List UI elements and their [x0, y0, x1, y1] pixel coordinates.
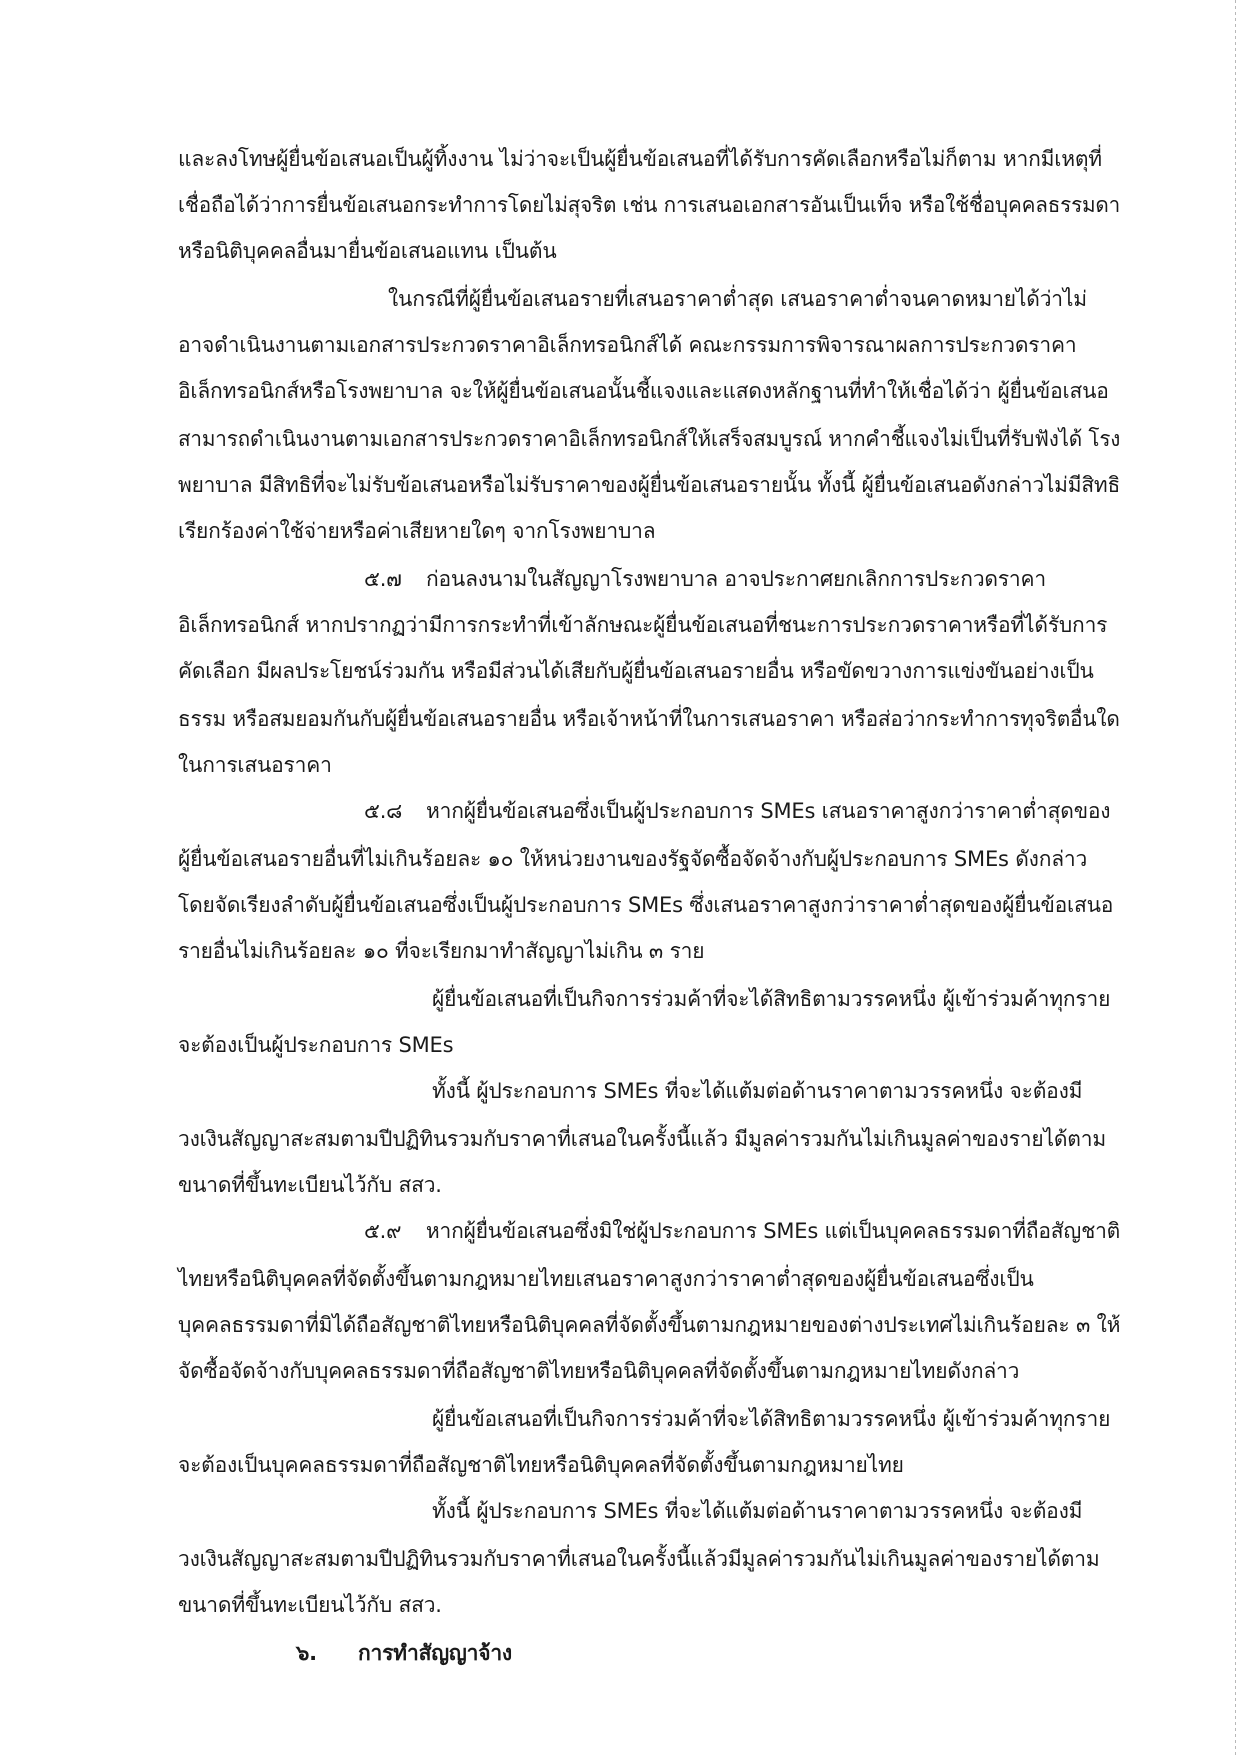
paragraph-line: เรียกร้องค่าใช้จ่ายหรือค่าเสียหายใดๆ จากโรงพยาบาล — [178, 519, 656, 543]
paragraph-line: บุคคลธรรมดาที่มิได้ถือสัญชาติไทยหรือนิติบุคคลที่จัดตั้งขึ้นตามกฎหมายของต่างประเทศไม่เกินร้อยละ ๓ ให้ — [178, 1313, 1121, 1337]
paragraph-line: ผู้ยื่นข้อเสนอรายอื่นที่ไม่เกินร้อยละ ๑๐ ให้หน่วยงานของรัฐจัดซื้อจัดจ้างกับผู้ประกอบการ SMEs ดังกล่าว — [178, 847, 1088, 871]
paragraph-line: อิเล็กทรอนิกส์หรือโรงพยาบาล จะให้ผู้ยื่นข้อเสนอนั้นชี้แจงและแสดงหลักฐานที่ทำให้เชื่อได้ว่า ผู้ยื่นข้อเสนอ — [178, 379, 1109, 403]
paragraph-line: ทั้งนี้ ผู้ประกอบการ SMEs ที่จะได้แต้มต่อด้านราคาตามวรรคหนึ่ง จะต้องมี — [432, 1079, 1083, 1103]
paragraph-line: ผู้ยื่นข้อเสนอที่เป็นกิจการร่วมค้าที่จะได้สิทธิตามวรรคหนึ่ง ผู้เข้าร่วมค้าทุกราย — [432, 987, 1111, 1011]
paragraph-line: ในกรณีที่ผู้ยื่นข้อเสนอรายที่เสนอราคาต่ำสุด เสนอราคาต่ำจนคาดหมายได้ว่าไม่ — [388, 287, 1087, 311]
heading-number: ๖. — [296, 1641, 317, 1665]
paragraph-line: จะต้องเป็นผู้ประกอบการ SMEs — [178, 1033, 454, 1057]
section-5-8-line — [364, 797, 1110, 825]
paragraph-line: ทั้งนี้ ผู้ประกอบการ SMEs ที่จะได้แต้มต่อด้านราคาตามวรรคหนึ่ง จะต้องมี — [432, 1499, 1083, 1523]
paragraph-line: ผู้ยื่นข้อเสนอที่เป็นกิจการร่วมค้าที่จะได้สิทธิตามวรรคหนึ่ง ผู้เข้าร่วมค้าทุกราย — [432, 1407, 1111, 1431]
section-5-9-line — [364, 1217, 1120, 1245]
section-number: ๕.๗ — [364, 567, 402, 591]
section-5-7-line — [364, 565, 1046, 593]
paragraph-line: เชื่อถือได้ว่าการยื่นข้อเสนอกระทำการโดยไม่สุจริต เช่น การเสนอเอกสารอันเป็นเท็จ หรือใช้ชื่อบุคคลธรรมดา — [178, 193, 1121, 217]
paragraph-line: และลงโทษผู้ยื่นข้อเสนอเป็นผู้ทิ้งงาน ไม่ว่าจะเป็นผู้ยื่นข้อเสนอที่ได้รับการคัดเลือกหรือไม่ก็ตาม หากมีเหตุที่ — [178, 147, 1102, 171]
paragraph-line: สามารถดำเนินงานตามเอกสารประกวดราคาอิเล็กทรอนิกส์ให้เสร็จสมบูรณ์ หากคำชี้แจงไม่เป็นที่รับฟังได้ โรง — [178, 427, 1121, 451]
paragraph-text: ก่อนลงนามในสัญญาโรงพยาบาล อาจประกาศยกเลิกการประกวดราคา — [426, 567, 1046, 591]
paragraph-line: วงเงินสัญญาสะสมตามปีปฏิทินรวมกับราคาที่เสนอในครั้งนี้แล้วมีมูลค่ารวมกันไม่เกินมูลค่าของรายได้ตาม — [178, 1547, 1100, 1571]
section-heading — [296, 1639, 512, 1667]
paragraph-line: อาจดำเนินงานตามเอกสารประกวดราคาอิเล็กทรอนิกส์ได้ คณะกรรมการพิจารณาผลการประกวดราคา — [178, 333, 1077, 357]
paragraph-line: อิเล็กทรอนิกส์ หากปรากฏว่ามีการกระทำที่เข้าลักษณะผู้ยื่นข้อเสนอที่ชนะการประกวดราคาหรือที่ได้รับการ — [178, 613, 1108, 637]
paragraph-line: ธรรม หรือสมยอมกันกับผู้ยื่นข้อเสนอรายอื่น หรือเจ้าหน้าที่ในการเสนอราคา หรือส่อว่ากระทำการทุจริตอื่นใด — [178, 707, 1120, 731]
section-number: ๕.๘ — [364, 799, 403, 823]
paragraph-line: ขนาดที่ขึ้นทะเบียนไว้กับ สสว. — [178, 1173, 442, 1197]
paragraph-line: โดยจัดเรียงลำดับผู้ยื่นข้อเสนอซึ่งเป็นผู้ประกอบการ SMEs ซึ่งเสนอราคาสูงกว่าราคาต่ำสุดของผู้ยื่นข้อเสนอ — [178, 893, 1114, 917]
section-number: ๕.๙ — [364, 1219, 402, 1243]
paragraph-line: จะต้องเป็นบุคคลธรรมดาที่ถือสัญชาติไทยหรือนิติบุคคลที่จัดตั้งขึ้นตามกฎหมายไทย — [178, 1453, 904, 1477]
paragraph-line: พยาบาล มีสิทธิที่จะไม่รับข้อเสนอหรือไม่รับราคาของผู้ยื่นข้อเสนอรายนั้น ทั้งนี้ ผู้ยื่นข้อเสนอดังกล่าวไม่มีสิทธิ — [178, 473, 1121, 497]
heading-title: การทำสัญญาจ้าง — [358, 1641, 512, 1665]
paragraph-line: ขนาดที่ขึ้นทะเบียนไว้กับ สสว. — [178, 1593, 442, 1617]
paragraph-line: คัดเลือก มีผลประโยชน์ร่วมกัน หรือมีส่วนได้เสียกับผู้ยื่นข้อเสนอรายอื่น หรือขัดขวางการแข่งขันอย่างเป็น — [178, 659, 1094, 683]
paragraph-line: รายอื่นไม่เกินร้อยละ ๑๐ ที่จะเรียกมาทำสัญญาไม่เกิน ๓ ราย — [178, 939, 705, 963]
paragraph-line: ในการเสนอราคา — [178, 753, 332, 777]
scan-margin-line — [1235, 0, 1236, 1755]
paragraph-line: ไทยหรือนิติบุคคลที่จัดตั้งขึ้นตามกฎหมายไทยเสนอราคาสูงกว่าราคาต่ำสุดของผู้ยื่นข้อเสนอซึ่งเป็น — [178, 1267, 1034, 1291]
paragraph-text: หากผู้ยื่นข้อเสนอซึ่งมิใช่ผู้ประกอบการ SMEs แต่เป็นบุคคลธรรมดาที่ถือสัญชาติ — [425, 1219, 1121, 1243]
paragraph-line: วงเงินสัญญาสะสมตามปีปฏิทินรวมกับราคาที่เสนอในครั้งนี้แล้ว มีมูลค่ารวมกันไม่เกินมูลค่าของรายได้ตาม — [178, 1127, 1106, 1151]
paragraph-text: หากผู้ยื่นข้อเสนอซึ่งเป็นผู้ประกอบการ SMEs เสนอราคาสูงกว่าราคาต่ำสุดของ — [426, 799, 1111, 823]
paragraph-line: หรือนิติบุคคลอื่นมายื่นข้อเสนอแทน เป็นต้น — [178, 239, 557, 263]
paragraph-line: จัดซื้อจัดจ้างกับบุคคลธรรมดาที่ถือสัญชาติไทยหรือนิติบุคคลที่จัดตั้งขึ้นตามกฎหมายไทยดังกล่าว — [178, 1359, 1020, 1383]
